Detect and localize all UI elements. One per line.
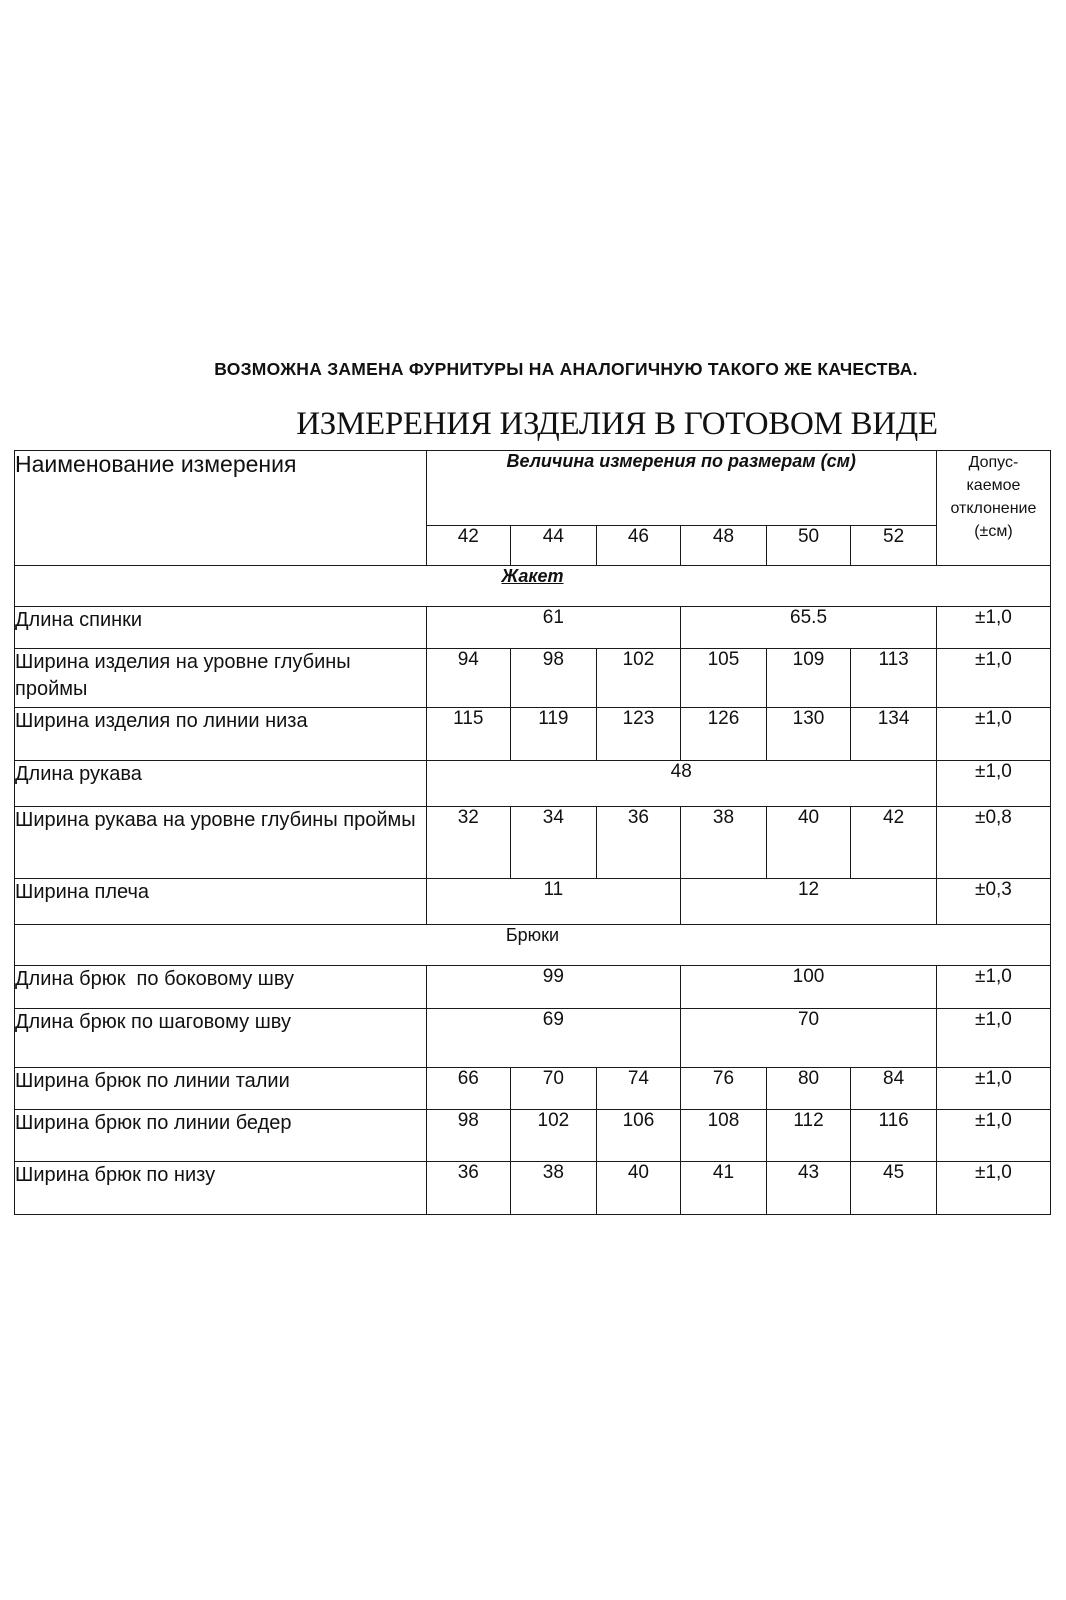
measurement-value: 99 bbox=[426, 966, 681, 1009]
header-tolerance-line: (±см) bbox=[974, 523, 1013, 540]
measurement-value: 102 bbox=[511, 1110, 597, 1162]
table-row bbox=[15, 879, 1051, 925]
measurement-name: Ширина изделия по линии низа bbox=[15, 708, 427, 761]
measurement-value: 116 bbox=[851, 1110, 937, 1162]
measurement-value: 70 bbox=[681, 1009, 937, 1068]
measurement-name: Длина брюк по боковому шву bbox=[15, 966, 427, 1009]
table-row bbox=[15, 1162, 1051, 1215]
measurement-value: 113 bbox=[851, 649, 937, 708]
measurement-value: 106 bbox=[596, 1110, 681, 1162]
header-tolerance-line: Допус- bbox=[968, 454, 1019, 471]
measurement-value: 108 bbox=[681, 1110, 767, 1162]
table-row bbox=[15, 761, 1051, 807]
header-tolerance bbox=[936, 451, 1050, 566]
measurement-value: 112 bbox=[766, 1110, 851, 1162]
measurement-name: Ширина брюк по низу bbox=[15, 1162, 427, 1215]
measurement-tolerance: ±1,0 bbox=[936, 1068, 1050, 1110]
measurement-value: 70 bbox=[511, 1068, 597, 1110]
measurement-tolerance: ±0,3 bbox=[936, 879, 1050, 925]
measurement-tolerance: ±1,0 bbox=[936, 1110, 1050, 1162]
header-size-group: Величина измерения по размерам (см) bbox=[426, 451, 936, 526]
section-title bbox=[15, 925, 1051, 966]
measurement-value: 109 bbox=[766, 649, 851, 708]
measurement-value: 38 bbox=[681, 807, 767, 879]
size-header: 48 bbox=[681, 526, 767, 566]
measurement-value: 38 bbox=[511, 1162, 597, 1215]
section-row bbox=[15, 925, 1051, 966]
section-title-text: Брюки bbox=[505, 925, 560, 945]
measurement-value: 123 bbox=[596, 708, 681, 761]
measurement-value: 65.5 bbox=[681, 607, 937, 649]
section-title bbox=[15, 566, 1051, 607]
measurement-value: 105 bbox=[681, 649, 767, 708]
size-header: 42 bbox=[426, 526, 511, 566]
measurement-value: 48 bbox=[426, 761, 936, 807]
measurement-value: 32 bbox=[426, 807, 511, 879]
measurement-value: 61 bbox=[426, 607, 681, 649]
table-row bbox=[15, 1068, 1051, 1110]
table-row bbox=[15, 649, 1051, 708]
measurement-value: 80 bbox=[766, 1068, 851, 1110]
measurement-value: 76 bbox=[681, 1068, 767, 1110]
measurement-tolerance: ±1,0 bbox=[936, 1162, 1050, 1215]
notice-text: ВОЗМОЖНА ЗАМЕНА ФУРНИТУРЫ НА АНАЛОГИЧНУЮ ТАКОГО ЖЕ КАЧЕСТВА. bbox=[214, 359, 918, 379]
measurement-tolerance: ±1,0 bbox=[936, 649, 1050, 708]
header-tolerance-line: отклонение bbox=[950, 500, 1037, 517]
page-title: ИЗМЕРЕНИЯ ИЗДЕЛИЯ В ГОТОВОМ ВИДЕ bbox=[296, 406, 938, 442]
measurement-value: 40 bbox=[766, 807, 851, 879]
header-name: Наименование измерения bbox=[15, 451, 427, 566]
measurement-name: Длина брюк по шаговому шву bbox=[15, 1009, 427, 1068]
table-row bbox=[15, 607, 1051, 649]
measurement-tolerance: ±1,0 bbox=[936, 708, 1050, 761]
table-row bbox=[15, 708, 1051, 761]
measurement-value: 11 bbox=[426, 879, 681, 925]
measurement-value: 134 bbox=[851, 708, 937, 761]
measurement-name: Ширина брюк по линии талии bbox=[15, 1068, 427, 1110]
measurement-value: 40 bbox=[596, 1162, 681, 1215]
measurement-value: 126 bbox=[681, 708, 767, 761]
header-row bbox=[15, 451, 1051, 526]
table-row bbox=[15, 966, 1051, 1009]
measurement-value: 98 bbox=[426, 1110, 511, 1162]
measurement-tolerance: ±1,0 bbox=[936, 1009, 1050, 1068]
measurement-value: 98 bbox=[511, 649, 597, 708]
measurement-value: 94 bbox=[426, 649, 511, 708]
measurement-value: 42 bbox=[851, 807, 937, 879]
measurement-name: Ширина изделия на уровне глубины проймы bbox=[15, 649, 427, 708]
size-header: 52 bbox=[851, 526, 937, 566]
measurement-value: 115 bbox=[426, 708, 511, 761]
measurement-value: 84 bbox=[851, 1068, 937, 1110]
measurement-name: Длина рукава bbox=[15, 761, 427, 807]
measurement-value: 102 bbox=[596, 649, 681, 708]
measurements-table bbox=[14, 450, 1051, 1215]
measurement-value: 66 bbox=[426, 1068, 511, 1110]
measurement-name: Длина спинки bbox=[15, 607, 427, 649]
measurement-value: 100 bbox=[681, 966, 937, 1009]
measurement-value: 41 bbox=[681, 1162, 767, 1215]
measurement-value: 12 bbox=[681, 879, 937, 925]
measurement-value: 36 bbox=[596, 807, 681, 879]
section-title-text: Жакет bbox=[501, 566, 564, 586]
table-row bbox=[15, 1009, 1051, 1068]
measurement-value: 34 bbox=[511, 807, 597, 879]
size-header: 50 bbox=[766, 526, 851, 566]
measurement-value: 43 bbox=[766, 1162, 851, 1215]
measurement-value: 119 bbox=[511, 708, 597, 761]
size-header: 46 bbox=[596, 526, 681, 566]
measurement-value: 45 bbox=[851, 1162, 937, 1215]
measurement-value: 69 bbox=[426, 1009, 681, 1068]
measurement-tolerance: ±1,0 bbox=[936, 607, 1050, 649]
measurement-tolerance: ±1,0 bbox=[936, 966, 1050, 1009]
measurement-tolerance: ±1,0 bbox=[936, 761, 1050, 807]
measurement-value: 74 bbox=[596, 1068, 681, 1110]
header-tolerance-line: каемое bbox=[966, 477, 1021, 494]
measurement-name: Ширина брюк по линии бедер bbox=[15, 1110, 427, 1162]
measurement-name: Ширина рукава на уровне глубины проймы bbox=[15, 807, 427, 879]
table-row bbox=[15, 1110, 1051, 1162]
measurement-value: 130 bbox=[766, 708, 851, 761]
table-row bbox=[15, 807, 1051, 879]
measurement-name: Ширина плеча bbox=[15, 879, 427, 925]
measurement-value: 36 bbox=[426, 1162, 511, 1215]
measurement-tolerance: ±0,8 bbox=[936, 807, 1050, 879]
section-row bbox=[15, 566, 1051, 607]
size-header: 44 bbox=[511, 526, 597, 566]
